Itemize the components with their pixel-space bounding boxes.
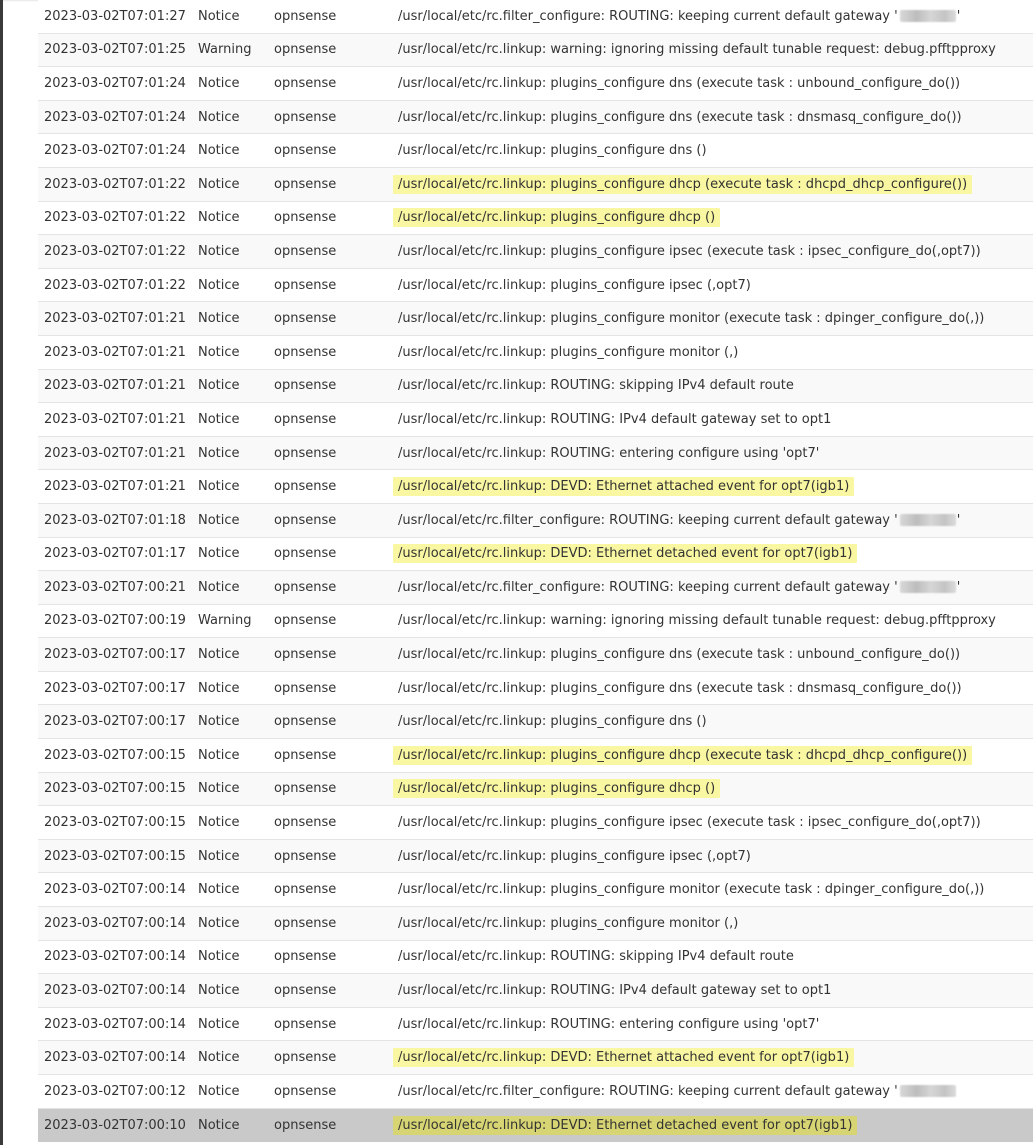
log-row[interactable] xyxy=(38,1008,1033,1042)
log-process: opnsense xyxy=(274,579,337,595)
log-message-cell xyxy=(393,806,1033,839)
log-message-text: /usr/local/etc/rc.linkup: plugins_configure dns () xyxy=(398,143,707,159)
log-message xyxy=(393,7,965,26)
log-message-cell xyxy=(393,202,1033,235)
log-message xyxy=(393,343,743,362)
log-row[interactable] xyxy=(38,773,1033,807)
log-message xyxy=(393,611,1001,630)
log-message-text: /usr/local/etc/rc.linkup: plugins_configure ipsec (,opt7) xyxy=(398,848,751,864)
log-severity: Notice xyxy=(198,512,240,528)
log-message-cell xyxy=(393,739,1033,772)
log-time: 2023-03-02T07:00:14 xyxy=(44,882,186,898)
log-process: opnsense xyxy=(274,781,337,797)
log-message-suffix: ' xyxy=(956,579,961,595)
log-row[interactable] xyxy=(38,403,1033,437)
log-time: 2023-03-02T07:01:21 xyxy=(44,479,186,495)
log-time: 2023-03-02T07:00:14 xyxy=(44,1050,186,1066)
log-message-text: /usr/local/etc/rc.linkup: plugins_configure dhcp (execute task : dhcpd_dhcp_configure()) xyxy=(398,747,968,763)
log-process: opnsense xyxy=(274,75,337,91)
log-time: 2023-03-02T07:01:21 xyxy=(44,311,186,327)
log-time: 2023-03-02T07:01:21 xyxy=(44,378,186,394)
log-message-cell xyxy=(393,974,1033,1007)
log-process: opnsense xyxy=(274,680,337,696)
log-row[interactable] xyxy=(38,907,1033,941)
log-time: 2023-03-02T07:00:10 xyxy=(44,1117,186,1133)
log-message-text: /usr/local/etc/rc.linkup: ROUTING: skipping IPv4 default route xyxy=(398,949,794,965)
log-message-text: /usr/local/etc/rc.linkup: plugins_configure ipsec (execute task : ipsec_configure_do(,opt7)) xyxy=(398,243,981,259)
log-severity: Notice xyxy=(198,815,240,831)
log-row[interactable] xyxy=(38,974,1033,1008)
log-message-cell xyxy=(393,571,1033,604)
log-row[interactable] xyxy=(38,873,1033,907)
log-message-highlighted xyxy=(393,1048,854,1067)
log-severity: Notice xyxy=(198,8,240,24)
log-message xyxy=(393,1015,824,1034)
log-severity: Notice xyxy=(198,714,240,730)
log-row[interactable] xyxy=(38,538,1033,572)
log-row[interactable] xyxy=(38,1109,1033,1143)
log-message-text: /usr/local/etc/rc.linkup: DEVD: Ethernet attached event for opt7(igb1) xyxy=(398,1050,850,1066)
log-message-cell xyxy=(393,168,1033,201)
log-row[interactable] xyxy=(38,202,1033,236)
log-time: 2023-03-02T07:01:22 xyxy=(44,243,186,259)
log-message-highlighted xyxy=(393,779,720,798)
log-process: opnsense xyxy=(274,1050,337,1066)
log-message-suffix: ' xyxy=(956,512,961,528)
log-message-cell xyxy=(393,67,1033,100)
log-message xyxy=(393,578,965,597)
log-message xyxy=(393,376,799,395)
log-severity: Notice xyxy=(198,882,240,898)
log-severity: Notice xyxy=(198,411,240,427)
log-message-cell xyxy=(393,1008,1033,1041)
log-message-cell xyxy=(393,269,1033,302)
log-row[interactable] xyxy=(38,168,1033,202)
log-message-text: /usr/local/etc/rc.linkup: plugins_configure dhcp () xyxy=(398,781,716,797)
log-message xyxy=(393,242,986,261)
log-message-cell xyxy=(393,1109,1033,1143)
log-row[interactable] xyxy=(38,370,1033,404)
log-message xyxy=(393,880,989,899)
log-process: opnsense xyxy=(274,411,337,427)
log-row[interactable] xyxy=(38,1041,1033,1075)
log-severity: Notice xyxy=(198,176,240,192)
log-severity: Notice xyxy=(198,983,240,999)
log-severity: Notice xyxy=(198,949,240,965)
log-message-text: /usr/local/etc/rc.linkup: plugins_configure ipsec (execute task : ipsec_configure_do(,opt7)) xyxy=(398,815,981,831)
log-process: opnsense xyxy=(274,277,337,293)
redacted-gateway xyxy=(900,514,956,526)
log-process: opnsense xyxy=(274,42,337,58)
log-process: opnsense xyxy=(274,479,337,495)
log-message-cell xyxy=(393,605,1033,638)
log-severity: Notice xyxy=(198,1050,240,1066)
log-message xyxy=(393,1082,962,1101)
log-severity: Warning xyxy=(198,42,252,58)
log-message xyxy=(393,645,965,664)
log-process: opnsense xyxy=(274,983,337,999)
log-severity: Notice xyxy=(198,210,240,226)
log-process: opnsense xyxy=(274,546,337,562)
log-time: 2023-03-02T07:00:15 xyxy=(44,815,186,831)
log-message-text: /usr/local/etc/rc.linkup: ROUTING: IPv4 default gateway set to opt1 xyxy=(398,411,832,427)
log-process: opnsense xyxy=(274,915,337,931)
log-message-text: /usr/local/etc/rc.linkup: plugins_configure dhcp (execute task : dhcpd_dhcp_configure()) xyxy=(398,176,968,192)
log-row[interactable] xyxy=(38,571,1033,605)
log-process: opnsense xyxy=(274,8,337,24)
log-severity: Notice xyxy=(198,1117,240,1133)
log-row[interactable] xyxy=(38,67,1033,101)
log-severity: Warning xyxy=(198,613,252,629)
log-message xyxy=(393,108,967,127)
log-row[interactable] xyxy=(38,605,1033,639)
log-process: opnsense xyxy=(274,882,337,898)
log-severity: Notice xyxy=(198,1083,240,1099)
log-message-cell xyxy=(393,672,1033,705)
log-message-text: /usr/local/etc/rc.linkup: DEVD: Ethernet attached event for opt7(igb1) xyxy=(398,479,850,495)
log-severity: Notice xyxy=(198,143,240,159)
log-time: 2023-03-02T07:00:14 xyxy=(44,1016,186,1032)
log-message-cell xyxy=(393,34,1033,67)
log-row[interactable] xyxy=(38,672,1033,706)
log-message xyxy=(393,74,965,93)
log-row[interactable] xyxy=(38,0,1033,34)
log-time: 2023-03-02T07:01:17 xyxy=(44,546,186,562)
log-time: 2023-03-02T07:01:21 xyxy=(44,344,186,360)
log-time: 2023-03-02T07:00:17 xyxy=(44,680,186,696)
log-time: 2023-03-02T07:01:21 xyxy=(44,411,186,427)
log-time: 2023-03-02T07:01:21 xyxy=(44,445,186,461)
log-message-text: /usr/local/etc/rc.linkup: plugins_configure dhcp () xyxy=(398,210,716,226)
log-message-cell xyxy=(393,0,1033,33)
log-severity: Notice xyxy=(198,848,240,864)
log-severity: Notice xyxy=(198,243,240,259)
log-row[interactable] xyxy=(38,269,1033,303)
log-message-cell xyxy=(393,1075,1033,1108)
log-message-text: /usr/local/etc/rc.linkup: ROUTING: entering configure using 'opt7' xyxy=(398,1016,820,1032)
log-row[interactable] xyxy=(38,504,1033,538)
log-message-text: /usr/local/etc/rc.linkup: DEVD: Ethernet detached event for opt7(igb1) xyxy=(398,546,853,562)
log-message-text: /usr/local/etc/rc.linkup: plugins_configure dns () xyxy=(398,714,707,730)
log-message xyxy=(393,813,986,832)
log-row[interactable] xyxy=(38,34,1033,68)
log-message-text: /usr/local/etc/rc.filter_configure: ROUTING: keeping current default gateway ' xyxy=(398,512,898,528)
log-process: opnsense xyxy=(274,344,337,360)
log-message-text: /usr/local/etc/rc.linkup: plugins_configure monitor (execute task : dpinger_configure_do(,)) xyxy=(398,882,985,898)
log-message-cell xyxy=(393,302,1033,335)
log-severity: Notice xyxy=(198,1016,240,1032)
log-row[interactable] xyxy=(38,840,1033,874)
log-message-text: /usr/local/etc/rc.linkup: plugins_configure dns (execute task : unbound_configure_do()) xyxy=(398,75,961,91)
window-edge xyxy=(0,0,3,1145)
log-process: opnsense xyxy=(274,445,337,461)
log-message xyxy=(393,679,967,698)
log-message-cell xyxy=(393,370,1033,403)
log-row[interactable] xyxy=(38,739,1033,773)
log-table xyxy=(38,0,1033,1142)
log-process: opnsense xyxy=(274,1083,337,1099)
log-time: 2023-03-02T07:00:19 xyxy=(44,613,186,629)
log-message-cell xyxy=(393,840,1033,873)
log-time: 2023-03-02T07:00:12 xyxy=(44,1083,186,1099)
log-message-highlighted xyxy=(393,175,972,194)
log-severity: Notice xyxy=(198,546,240,562)
log-time: 2023-03-02T07:01:18 xyxy=(44,512,186,528)
log-message-text: /usr/local/etc/rc.linkup: ROUTING: entering configure using 'opt7' xyxy=(398,445,820,461)
log-process: opnsense xyxy=(274,1117,337,1133)
log-process: opnsense xyxy=(274,311,337,327)
log-message-text: /usr/local/etc/rc.filter_configure: ROUTING: keeping current default gateway ' xyxy=(398,1083,898,1099)
redacted-gateway xyxy=(900,1085,956,1097)
log-time: 2023-03-02T07:01:24 xyxy=(44,75,186,91)
log-time: 2023-03-02T07:00:17 xyxy=(44,647,186,663)
log-message xyxy=(393,309,989,328)
log-message-cell xyxy=(393,504,1033,537)
log-message-text: /usr/local/etc/rc.linkup: warning: ignoring missing default tunable request: debug.pfftpproxy xyxy=(398,613,996,629)
log-severity: Notice xyxy=(198,579,240,595)
log-message-text: /usr/local/etc/rc.linkup: ROUTING: skipping IPv4 default route xyxy=(398,378,794,394)
log-time: 2023-03-02T07:00:21 xyxy=(44,579,186,595)
log-process: opnsense xyxy=(274,949,337,965)
log-row[interactable] xyxy=(38,941,1033,975)
log-message-cell xyxy=(393,873,1033,906)
log-message xyxy=(393,444,824,463)
log-severity: Notice xyxy=(198,781,240,797)
log-message-text: /usr/local/etc/rc.linkup: warning: ignoring missing default tunable request: debug.pfftpproxy xyxy=(398,42,996,58)
log-severity: Notice xyxy=(198,277,240,293)
log-process: opnsense xyxy=(274,176,337,192)
log-row[interactable] xyxy=(38,470,1033,504)
log-message-cell xyxy=(393,336,1033,369)
log-message-cell xyxy=(393,773,1033,806)
log-message-cell xyxy=(393,235,1033,268)
redacted-gateway xyxy=(900,10,956,22)
log-message-cell xyxy=(393,538,1033,571)
log-process: opnsense xyxy=(274,210,337,226)
log-message-text: /usr/local/etc/rc.linkup: plugins_configure dns (execute task : unbound_configure_do()) xyxy=(398,647,961,663)
log-process: opnsense xyxy=(274,714,337,730)
log-message-highlighted xyxy=(393,208,720,227)
log-message xyxy=(393,847,756,866)
log-message-text: /usr/local/etc/rc.linkup: plugins_configure dns (execute task : dnsmasq_configure_do()) xyxy=(398,680,962,696)
log-severity: Notice xyxy=(198,109,240,125)
log-severity: Notice xyxy=(198,344,240,360)
log-severity: Notice xyxy=(198,311,240,327)
log-message xyxy=(393,276,756,295)
log-message-cell xyxy=(393,907,1033,940)
log-message-suffix: ' xyxy=(956,8,961,24)
log-row[interactable] xyxy=(38,101,1033,135)
log-message xyxy=(393,712,712,731)
log-message-highlighted xyxy=(393,746,972,765)
log-time: 2023-03-02T07:01:24 xyxy=(44,109,186,125)
log-time: 2023-03-02T07:00:14 xyxy=(44,983,186,999)
log-time: 2023-03-02T07:00:14 xyxy=(44,915,186,931)
log-message-text: /usr/local/etc/rc.filter_configure: ROUTING: keeping current default gateway ' xyxy=(398,8,898,24)
log-process: opnsense xyxy=(274,109,337,125)
log-message-cell xyxy=(393,437,1033,470)
log-message-highlighted xyxy=(393,1116,857,1135)
log-message-cell xyxy=(393,134,1033,167)
log-time: 2023-03-02T07:01:22 xyxy=(44,277,186,293)
log-process: opnsense xyxy=(274,747,337,763)
log-severity: Notice xyxy=(198,747,240,763)
log-row[interactable] xyxy=(38,134,1033,168)
log-severity: Notice xyxy=(198,479,240,495)
log-time: 2023-03-02T07:00:14 xyxy=(44,949,186,965)
log-process: opnsense xyxy=(274,647,337,663)
log-process: opnsense xyxy=(274,613,337,629)
log-message xyxy=(393,511,965,530)
log-message-text: /usr/local/etc/rc.linkup: plugins_configure monitor (,) xyxy=(398,344,739,360)
log-row[interactable] xyxy=(38,336,1033,370)
log-time: 2023-03-02T07:01:25 xyxy=(44,42,186,58)
log-process: opnsense xyxy=(274,1016,337,1032)
log-message-cell xyxy=(393,638,1033,671)
log-message xyxy=(393,40,1001,59)
log-message xyxy=(393,981,836,1000)
log-time: 2023-03-02T07:01:24 xyxy=(44,143,186,159)
log-message-text: /usr/local/etc/rc.linkup: ROUTING: IPv4 default gateway set to opt1 xyxy=(398,983,832,999)
log-message-cell xyxy=(393,101,1033,134)
log-message-text: /usr/local/etc/rc.linkup: plugins_configure ipsec (,opt7) xyxy=(398,277,751,293)
log-message-text: /usr/local/etc/rc.linkup: plugins_configure monitor (,) xyxy=(398,915,739,931)
log-time: 2023-03-02T07:01:22 xyxy=(44,210,186,226)
redacted-gateway xyxy=(900,581,956,593)
log-message-cell xyxy=(393,470,1033,503)
log-process: opnsense xyxy=(274,512,337,528)
log-process: opnsense xyxy=(274,143,337,159)
log-message-cell xyxy=(393,705,1033,738)
log-process: opnsense xyxy=(274,848,337,864)
log-row[interactable] xyxy=(38,235,1033,269)
log-message-highlighted xyxy=(393,544,857,563)
log-severity: Notice xyxy=(198,680,240,696)
log-message-highlighted xyxy=(393,477,854,496)
log-time: 2023-03-02T07:00:15 xyxy=(44,781,186,797)
log-message-text: /usr/local/etc/rc.linkup: plugins_configure monitor (execute task : dpinger_configure_do(,)) xyxy=(398,311,985,327)
log-time: 2023-03-02T07:00:15 xyxy=(44,848,186,864)
log-row[interactable] xyxy=(38,705,1033,739)
log-row[interactable] xyxy=(38,1075,1033,1109)
log-message-cell xyxy=(393,1041,1033,1074)
log-message-text: /usr/local/etc/rc.linkup: plugins_configure dns (execute task : dnsmasq_configure_do()) xyxy=(398,109,962,125)
log-time: 2023-03-02T07:01:27 xyxy=(44,8,186,24)
log-process: opnsense xyxy=(274,815,337,831)
log-row[interactable] xyxy=(38,638,1033,672)
log-message-cell xyxy=(393,403,1033,436)
log-row[interactable] xyxy=(38,437,1033,471)
log-message-text: /usr/local/etc/rc.filter_configure: ROUTING: keeping current default gateway ' xyxy=(398,579,898,595)
log-message xyxy=(393,410,836,429)
log-severity: Notice xyxy=(198,915,240,931)
log-severity: Notice xyxy=(198,75,240,91)
log-process: opnsense xyxy=(274,243,337,259)
log-severity: Notice xyxy=(198,445,240,461)
log-message-text: /usr/local/etc/rc.linkup: DEVD: Ethernet detached event for opt7(igb1) xyxy=(398,1117,853,1133)
log-time: 2023-03-02T07:01:22 xyxy=(44,176,186,192)
log-message xyxy=(393,141,712,160)
log-message xyxy=(393,947,799,966)
log-severity: Notice xyxy=(198,378,240,394)
log-message xyxy=(393,914,743,933)
log-severity: Notice xyxy=(198,647,240,663)
log-message-cell xyxy=(393,941,1033,974)
log-time: 2023-03-02T07:00:17 xyxy=(44,714,186,730)
log-row[interactable] xyxy=(38,806,1033,840)
log-row[interactable] xyxy=(38,302,1033,336)
log-time: 2023-03-02T07:00:15 xyxy=(44,747,186,763)
log-process: opnsense xyxy=(274,378,337,394)
